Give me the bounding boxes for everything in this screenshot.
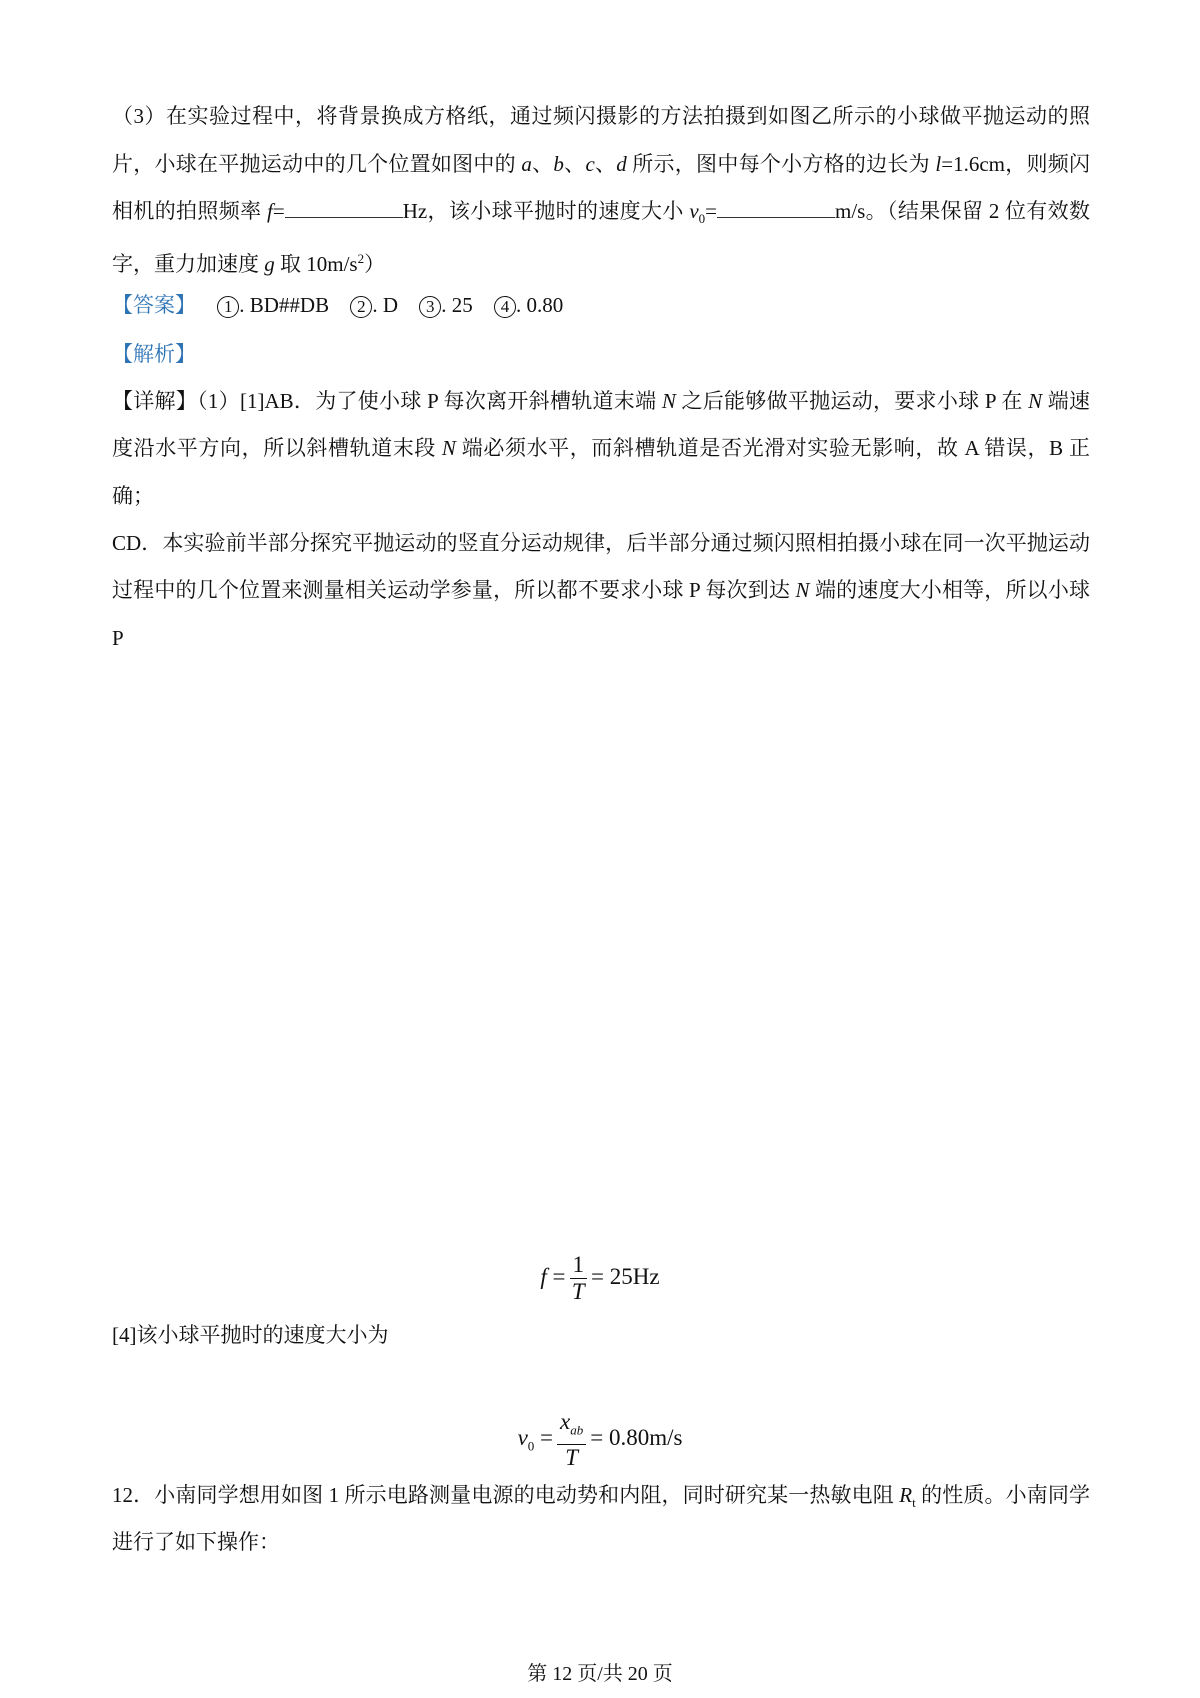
q3-line-3: [112, 196, 1090, 226]
answer-label: 【答案】: [112, 293, 196, 317]
text: 的性质。小南同学: [915, 1483, 1090, 1507]
text: 端的速度大小相等，所以小球: [809, 578, 1090, 602]
text: m/s。（结果保留 2 位有效数: [834, 199, 1090, 223]
text: 字，重力加速度: [112, 252, 265, 276]
var-n: N: [441, 436, 456, 460]
text: 之后能够做平抛运动，要求小球 P 在: [675, 389, 1029, 413]
q12-line-2: 进行了如下操作：: [112, 1530, 280, 1554]
step-4-text: [4]该小球平抛时的速度大小为: [112, 1323, 389, 1347]
var-n: N: [1028, 389, 1043, 413]
text: =: [272, 199, 285, 223]
text: =: [540, 1425, 554, 1451]
text: = 0.80m/s: [590, 1425, 683, 1451]
var-f: f: [267, 199, 273, 223]
text: 、: [563, 152, 586, 176]
var-v: v: [689, 199, 699, 223]
text: （3）在实验过程中，将背景换成方格纸，通过频闪摄影的方法拍摄到如图乙所示的小球做平抛运动的照: [112, 104, 1090, 128]
q3-line-4: [112, 244, 1090, 274]
text: 端速: [1042, 389, 1090, 413]
subscript: ab: [570, 1422, 584, 1438]
detail-line-2: [112, 433, 1090, 463]
detail-line-3: 确；: [112, 484, 154, 508]
text: 度沿水平方向，所以斜槽轨道末段: [112, 436, 442, 460]
answer-line: [112, 290, 1090, 320]
subscript: 0: [527, 1438, 535, 1454]
text: 端必须水平，而斜槽轨道是否光滑对实验无影响，故 A 错误，B 正: [455, 436, 1090, 460]
text: . BD##DB: [239, 293, 330, 317]
text: =: [705, 199, 717, 223]
analysis-label: 【解析】: [112, 342, 196, 366]
answer-blank-velocity: [717, 197, 835, 218]
var-a: a: [521, 152, 532, 176]
detail-line-6: P: [112, 626, 124, 650]
text: = 25Hz: [591, 1263, 660, 1289]
var-g: g: [264, 252, 275, 276]
q12-line-1: [112, 1480, 1090, 1510]
var-c: c: [585, 152, 595, 176]
denominator: T: [565, 1444, 579, 1470]
var-v: v: [517, 1425, 528, 1451]
circled-number: 1: [217, 296, 239, 318]
var-x: x: [560, 1409, 571, 1434]
detail-line-4: CD．本实验前半部分探究平抛运动的竖直分运动规律，后半部分通过频闪照相拍摄小球在同一次平抛运动: [112, 531, 1090, 555]
answer-blank-frequency: [285, 197, 403, 218]
var-b: b: [553, 152, 564, 176]
var-n: N: [661, 389, 676, 413]
var-r: R: [899, 1483, 913, 1507]
var-l: l: [935, 152, 942, 176]
answer-item: [217, 293, 329, 317]
text: 、: [531, 152, 554, 176]
text: 12．小南同学想用如图 1 所示电路测量电源的电动势和内阻，同时研究某一热敏电阻: [112, 1483, 900, 1507]
detail-line-1: [112, 386, 1090, 416]
q3-line-1: [112, 101, 1090, 131]
numerator: 1: [570, 1252, 588, 1279]
fraction: [557, 1409, 586, 1471]
text: 【详解】（1）[1]AB．为了使小球 P 每次离开斜槽轨道末端: [112, 389, 662, 413]
text: . D: [372, 293, 399, 317]
var-n: N: [795, 578, 810, 602]
page-footer: 第 12 页/共 20 页: [527, 1663, 673, 1685]
text: 相机的拍照频率: [112, 199, 268, 223]
fraction: [570, 1252, 588, 1305]
text: 片，小球在平抛运动中的几个位置如图中的: [112, 152, 522, 176]
var-f: f: [540, 1263, 547, 1289]
text: . 0.80: [516, 293, 564, 317]
subscript: 0: [698, 211, 706, 227]
text: 过程中的几个位置来测量相关运动学参量，所以都不要求小球 P 每次到达: [112, 578, 796, 602]
denominator: T: [571, 1279, 585, 1304]
var-d: d: [616, 152, 627, 176]
text: ）: [364, 252, 386, 276]
circled-number: 3: [419, 296, 441, 318]
text: 取 10m/s: [274, 252, 358, 276]
text: Hz，该小球平抛时的速度大小: [402, 199, 690, 223]
answer-item: [350, 293, 398, 317]
q3-line-2: [112, 149, 1090, 179]
equation-velocity: [0, 1409, 1200, 1471]
detail-line-5: [112, 575, 1090, 605]
equation-frequency: [0, 1252, 1200, 1305]
text: . 25: [441, 293, 473, 317]
superscript: 2: [357, 251, 365, 266]
answer-item: [494, 293, 563, 317]
circled-number: 2: [350, 296, 372, 318]
answer-item: [419, 293, 473, 317]
text: =1.6cm，则频闪: [941, 152, 1091, 176]
text: =: [552, 1263, 566, 1289]
numerator: [557, 1409, 586, 1445]
text: 所示，图中每个小方格的边长为: [626, 152, 936, 176]
circled-number: 4: [494, 296, 516, 318]
subscript: t: [912, 1495, 916, 1511]
text: 、: [594, 152, 617, 176]
